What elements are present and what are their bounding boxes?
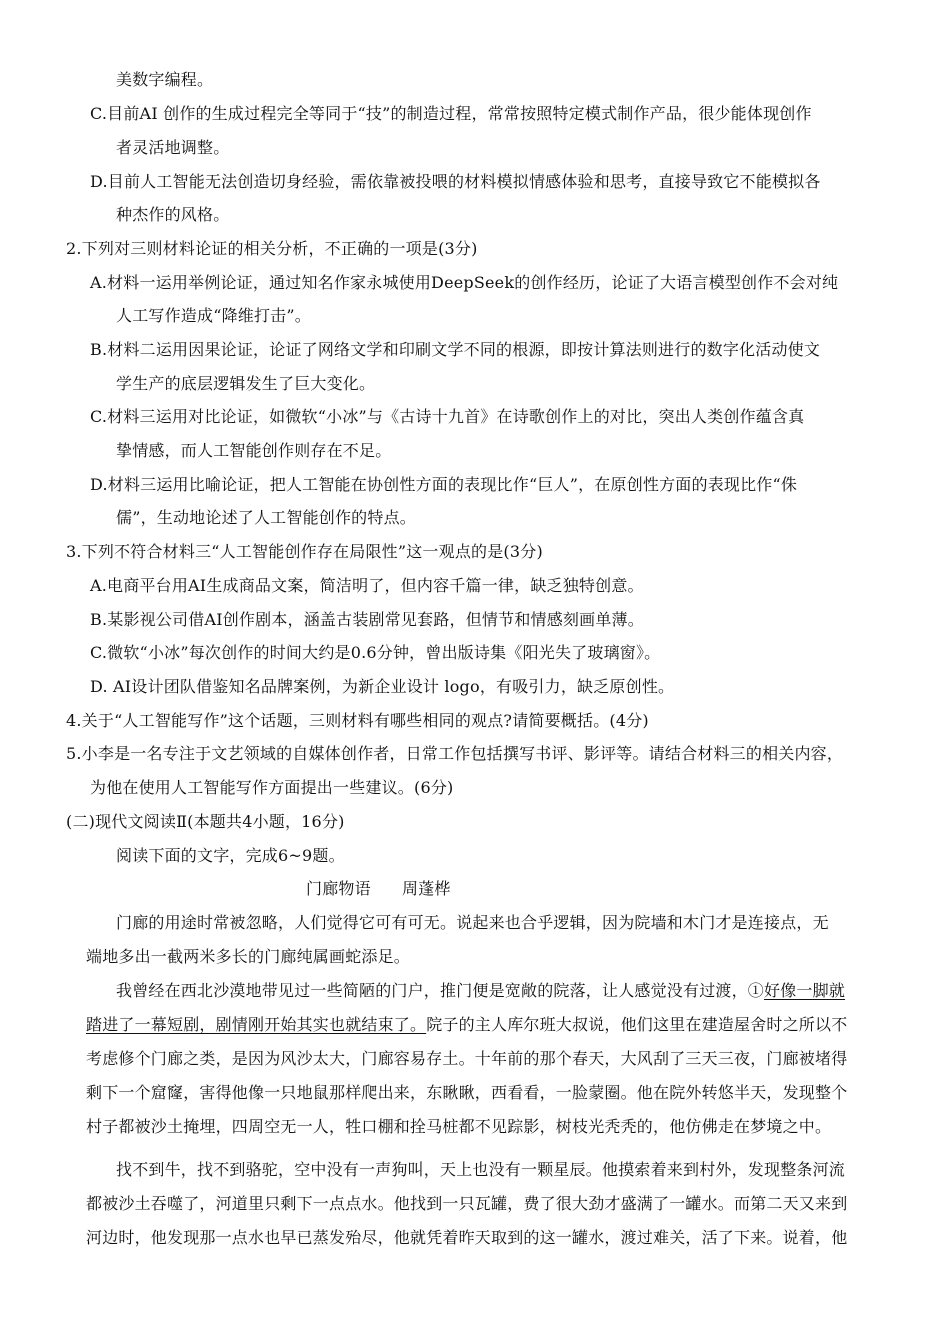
reading-instruction: 阅读下面的文字，完成6~9题。 (116, 846, 345, 865)
q1-option-d-line2: 种杰作的风格。 (116, 205, 230, 224)
q2-option-a-line1: A.材料一运用举例论证，通过知名作家永城使用DeepSeek的创作经历，论证了大语言模型创作不会对纯 (90, 273, 839, 292)
section-heading: (二)现代文阅读Ⅱ(本题共4小题，16分) (66, 812, 345, 831)
passage-p2-line5: 村子都被沙土掩埋，四周空无一人，牲口棚和拴马桩都不见踪影，树枝光秃秃的，他仿佛走在梦境之中。 (86, 1117, 832, 1136)
q1-option-d-line1: D.目前人工智能无法创造切身经验，需依靠被投喂的材料模拟情感体验和思考，直接导致它不能模拟各 (90, 172, 821, 191)
q3-option-c: C.微软“小冰”每次创作的时间大约是0.6分钟，曾出版诗集《阳光失了玻璃窗》。 (90, 643, 661, 662)
q2-option-d-line1: D.材料三运用比喻论证，把人工智能在协创性方面的表现比作“巨人”，在原创性方面的表现比作“侏 (90, 475, 798, 494)
q1-option-b-continuation: 美数字编程。 (116, 70, 214, 89)
q4-stem: 4.关于“人工智能写作”这个话题，三则材料有哪些相同的观点?请简要概括。(4分) (66, 711, 649, 730)
q2-option-c-line2: 挚情感，而人工智能创作则存在不足。 (116, 441, 392, 460)
q5-stem-line2: 为他在使用人工智能写作方面提出一些建议。(6分) (90, 778, 454, 797)
q3-option-a: A.电商平台用AI生成商品文案，简洁明了，但内容千篇一律，缺乏独特创意。 (90, 576, 644, 595)
q2-stem: 2.下列对三则材料论证的相关分析，不正确的一项是(3分) (66, 239, 478, 258)
passage-p1-line1: 门廊的用途时常被忽略，人们觉得它可有可无。说起来也合乎逻辑，因为院墙和木门才是连接点，无 (116, 913, 829, 932)
q5-stem-line1: 5.小李是一名专注于文艺领域的自媒体创作者，日常工作包括撰写书评、影评等。请结合材料三的相关内容， (66, 744, 844, 763)
q2-option-d-line2: 儒”，生动地论述了人工智能创作的特点。 (116, 508, 416, 527)
q2-option-c-line1: C.材料三运用对比论证，如微软“小冰”与《古诗十九首》在诗歌创作上的对比，突出人类创作蕴含真 (90, 407, 805, 426)
passage-p1-line2: 端地多出一截两米多长的门廊纯属画蛇添足。 (86, 947, 411, 966)
q3-option-d: D. AI设计团队借鉴知名品牌案例，为新企业设计 logo，有吸引力，缺乏原创性。 (90, 677, 675, 696)
q3-stem: 3.下列不符合材料三“人工智能创作存在局限性”这一观点的是(3分) (66, 542, 543, 561)
passage-p2-line1-text: 我曾经在西北沙漠地带见过一些简陋的门户，推门便是宽敞的院落，让人感觉没有过渡，① (116, 981, 765, 1000)
underlined-sentence-1-end: 踏进了一幕短剧，剧情刚开始其实也就结束了。 (86, 1015, 427, 1034)
q1-option-c-line1: C.目前AI 创作的生成过程完全等同于“技”的制造过程，常常按照特定模式制作产品，很少能体现创作 (90, 104, 812, 123)
passage-p3-line1: 找不到牛，找不到骆驼，空中没有一声狗叫，天上也没有一颗星辰。他摸索着来到村外，发现整条河流 (116, 1160, 846, 1179)
passage-p3-line2: 都被沙土吞噬了，河道里只剩下一点点水。他找到一只瓦罐，费了很大劲才盛满了一罐水。而第二天又来到 (86, 1194, 848, 1213)
passage-p2-line4: 剩下一个窟窿，害得他像一只地鼠那样爬出来，东瞅瞅，西看看，一脸蒙圈。他在院外转悠半天，发现整个 (86, 1083, 848, 1102)
passage-p2-line1 (116, 981, 845, 1001)
underlined-sentence-1-start: 好像一脚就 (764, 981, 846, 1000)
passage-p2-line2 (86, 1015, 847, 1035)
q2-option-b-line2: 学生产的底层逻辑发生了巨大变化。 (116, 374, 376, 393)
passage-author: 周蓬桦 (402, 879, 451, 898)
q2-option-a-line2: 人工写作造成“降维打击”。 (116, 306, 311, 325)
passage-title: 门廊物语 (306, 879, 371, 898)
q1-option-c-line2: 者灵活地调整。 (116, 138, 230, 157)
q3-option-b: B.某影视公司借AI创作剧本，涵盖古装剧常见套路，但情节和情感刻画单薄。 (90, 610, 644, 629)
passage-p2-line3: 考虑修个门廊之类，是因为风沙太大，门廊容易存土。十年前的那个春天，大风刮了三天三夜，门廊被堵得 (86, 1049, 848, 1068)
q2-option-b-line1: B.材料二运用因果论证，论证了网络文学和印刷文学不同的根源，即按计算法则进行的数字化活动使文 (90, 340, 821, 359)
passage-p2-line2-text: 院子的主人库尔班大叔说，他们这里在建造屋舍时之所以不 (426, 1015, 848, 1034)
passage-p3-line3: 河边时，他发现那一点水也早已蒸发殆尽，他就凭着昨天取到的这一罐水，渡过难关，活了下来。说着，他 (86, 1228, 848, 1247)
